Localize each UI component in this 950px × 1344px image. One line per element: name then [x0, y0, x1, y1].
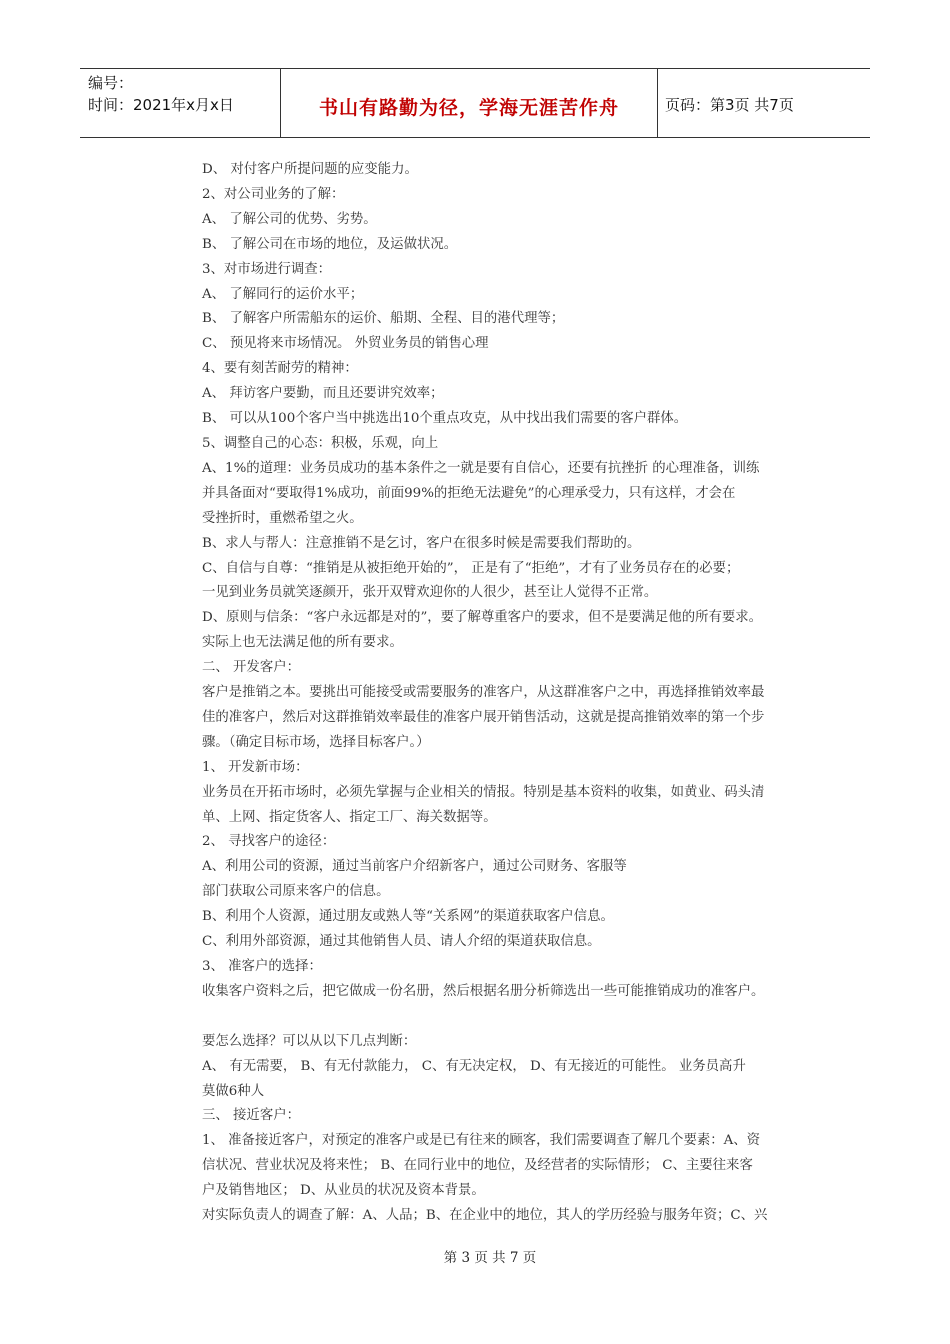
- body-line: 三、 接近客户：: [202, 1108, 300, 1124]
- body-line: 4、要有刻苦耐劳的精神：: [202, 361, 358, 377]
- header-meta: [80, 69, 281, 137]
- body-line: B、 了解客户所需船东的运价、船期、全程、目的港代理等；: [202, 311, 565, 327]
- body-line: 受挫折时，重燃希望之火。: [202, 510, 363, 526]
- body-line: C、利用外部资源，通过其他销售人员、请人介绍的渠道获取信息。: [202, 934, 601, 950]
- body-line: 信状况、营业状况及将来性； B、在同行业中的地位，及经营者的实际情形； C、主要往来客: [202, 1158, 753, 1174]
- body-line: A、 了解公司的优势、劣势。: [202, 211, 377, 227]
- header-motto: 书山有路勤为径，学海无涯苦作舟: [281, 69, 658, 137]
- body-line: A、 有无需要， B、有无付款能力， C、有无决定权， D、有无接近的可能性。 业务员高升: [202, 1058, 746, 1074]
- body-line: 5、调整自己的心态：积极，乐观，向上: [202, 435, 439, 451]
- body-line: 3、对市场进行调查：: [202, 261, 332, 277]
- body-line: B、利用个人资源，通过朋友或熟人等“关系网”的渠道获取客户信息。: [202, 909, 614, 925]
- body-line: 一见到业务员就笑逐颜开，张开双臂欢迎你的人很少，甚至让人觉得不正常。: [202, 585, 658, 601]
- body-line: 1、 准备接近客户，对预定的准客户或是已有往来的顾客，我们需要调查了解几个要素：A、资: [202, 1133, 761, 1149]
- body-line: 2、对公司业务的了解：: [202, 186, 345, 202]
- body-line: C、 预见将来市场情况。 外贸业务员的销售心理: [202, 336, 489, 352]
- body-line: B、 可以从100个客户当中挑选出10个重点攻克，从中找出我们需要的客户群体。: [202, 411, 688, 427]
- body-line: B、求人与帮人：注意推销不是乞讨，客户在很多时候是需要我们帮助的。: [202, 535, 641, 551]
- body-line: 并具备面对“要取得1%成功，前面99%的拒绝无法避免”的心理承受力，只有这样，才会在: [202, 485, 736, 501]
- body-line: 客户是推销之本。要挑出可能接受或需要服务的准客户，从这群准客户之中，再选择推销效率最: [202, 685, 765, 701]
- body-line: 二、 开发客户：: [202, 660, 300, 676]
- blank-line: [202, 1005, 822, 1030]
- body-line: 单、上网、指定货客人、指定工厂、海关数据等。: [202, 809, 497, 825]
- body-line: A、 了解同行的运价水平；: [202, 286, 364, 302]
- body-line: 2、 寻找客户的途径：: [202, 834, 336, 850]
- body-line: D、 对付客户所提问题的应变能力。: [202, 162, 418, 177]
- body-line: 佳的准客户，然后对这群推销效率最佳的准客户展开销售活动，这就是提高推销效率的第一个步: [202, 709, 765, 725]
- body-line: 对实际负责人的调查了解：A、人品；B、在企业中的地位，其人的学历经验与服务年资；C、兴: [202, 1208, 768, 1224]
- body-line: 收集客户资料之后，把它做成一份名册，然后根据名册分析筛选出一些可能推销成功的准客户。: [202, 983, 765, 999]
- body-line: A、 拜访客户要勤，而且还要讲究效率；: [202, 386, 444, 402]
- body-line: A、1%的道理：业务员成功的基本条件之一就是要有自信心，还要有抗挫折 的心理准备，训练: [202, 460, 760, 476]
- body-line: 业务员在开拓市场时，必须先掌握与企业相关的情报。特别是基本资料的收集，如黄业、码头清: [202, 784, 765, 800]
- body-line: 3、 准客户的选择：: [202, 959, 322, 974]
- body-line: 莫做6种人: [202, 1083, 265, 1099]
- page-header: [80, 68, 870, 138]
- document-number-label: 编号：: [88, 74, 134, 92]
- body-line: 骤。（确定目标市场，选择目标客户。）: [202, 734, 430, 750]
- body-line: B、 了解公司在市场的地位，及运做状况。: [202, 236, 458, 252]
- document-body: [202, 158, 822, 1229]
- body-line: 部门获取公司原来客户的信息。: [202, 884, 390, 900]
- body-line: 1、 开发新市场：: [202, 759, 309, 775]
- body-line: 要怎么选择？可以从以下几点判断：: [202, 1033, 417, 1049]
- body-line: A、利用公司的资源，通过当前客户介绍新客户，通过公司财务、客服等: [202, 859, 627, 875]
- body-line: 户及销售地区； D、从业员的状况及资本背景。: [202, 1183, 485, 1199]
- page-footer: 第 3 页 共 7 页: [443, 1250, 537, 1266]
- header-page-number: 页码：第3页 共7页: [665, 95, 794, 114]
- document-time-label: 时间：2021年x月x日: [88, 96, 234, 114]
- body-line: 实际上也无法满足他的所有要求。: [202, 635, 403, 651]
- body-line: C、自信与自尊：“推销是从被拒绝开始的”， 正是有了“拒绝”，才有了业务员存在的必要；: [202, 560, 740, 576]
- body-line: D、原则与信条：“客户永远都是对的”，要了解尊重客户的要求，但不是要满足他的所有要求。: [202, 610, 763, 626]
